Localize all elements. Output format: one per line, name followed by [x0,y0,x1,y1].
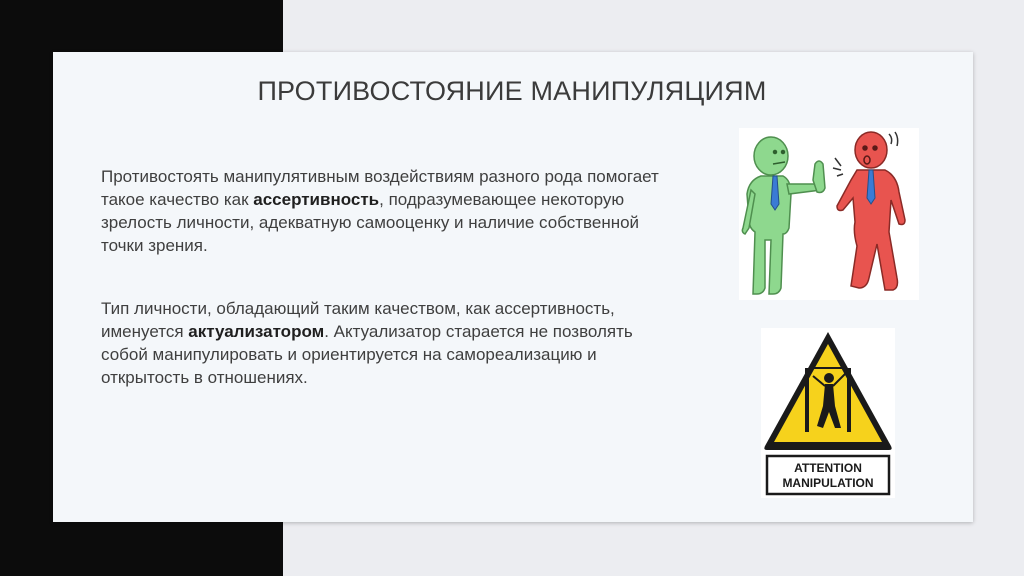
people-illustration [739,128,919,300]
paragraph-1 [101,165,681,257]
paragraph-2-text-end: . Актуализатор старается не позволять собой манипулировать и ориентируется на самореализацию и открытость в отношениях. [101,322,633,387]
green-person-icon [742,137,825,294]
term-assertiveness: ассертивность [253,190,380,209]
paragraph-1-text-start: Противостоять манипулятивным воздействиям разного рода помогает такое качество как [101,167,659,209]
sign-line-2: MANIPULATION [782,476,874,490]
red-person-icon [837,132,905,290]
sign-line-1: ATTENTION [794,461,862,475]
slide-title: ПРОТИВОСТОЯНИЕ МАНИПУЛЯЦИЯМ [257,76,767,106]
attention-sign [761,328,895,498]
warning-triangle-icon [764,332,891,450]
term-actualizer: актуализатором [188,322,325,341]
paragraph-2-text-start: Тип личности, обладающий таким качеством, как ассертивность, именуется [101,299,615,341]
paragraph-1-text-end: , подразумевающее некоторую зрелость личности, адекватную самооценку и наличие собственной точки зрения. [101,190,640,255]
paragraph-2 [101,297,681,389]
